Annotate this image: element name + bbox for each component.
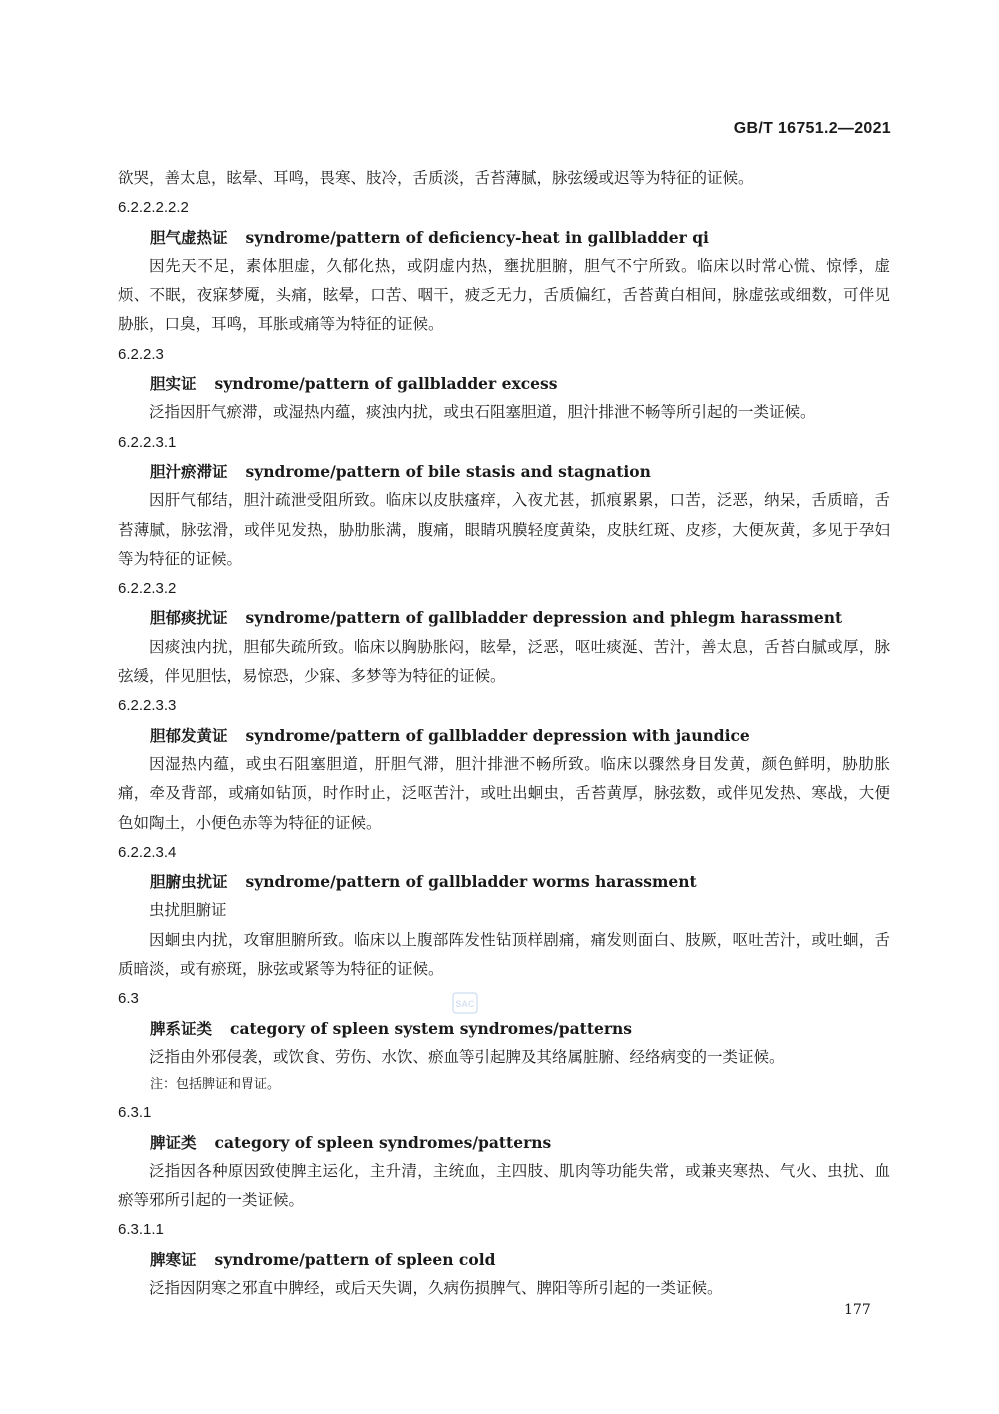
term-heading (118, 1128, 890, 1157)
term-chinese: 脾证类 (150, 1132, 197, 1152)
term-english: syndrome/pattern of gallbladder depression and phlegm harassment (245, 608, 843, 628)
section-number: 6.2.2.3.1 (118, 433, 177, 451)
sac-watermark-icon (452, 992, 478, 1014)
term-heading (118, 223, 890, 252)
term-heading (118, 457, 890, 486)
paragraph: 因肝气郁结，胆汁疏泄受阻所致。临床以皮肤瘙痒，入夜尤甚，抓痕累累，口苦，泛恶，纳呆，舌质暗，舌苔薄腻，脉弦滑，或伴见发热，胁肋胀满，腹痛，眼睛巩膜轻度黄染，皮肤红斑、皮疹，大便灰黄，多见于孕妇等为特征的证候。 (118, 491, 890, 568)
term-chinese: 胆郁发黄证 (150, 725, 228, 745)
paragraph: 因蛔虫内扰，攻窜胆腑所致。临床以上腹部阵发性钻顶样剧痛，痛发则面白、肢厥，呕吐苦汁，或吐蛔，舌质暗淡，或有瘀斑，脉弦或紧等为特征的证候。 (118, 930, 890, 979)
term-english: syndrome/pattern of gallbladder depression with jaundice (245, 725, 750, 745)
paragraph: 欲哭，善太息，眩晕、耳鸣，畏寒、肢冷，舌质淡，舌苔薄腻，脉弦缓或迟等为特征的证候。 (118, 169, 754, 187)
paragraph: 泛指由外邪侵袭，或饮食、劳伤、水饮、瘀血等引起脾及其络属脏腑、经络病变的一类证候。 (149, 1047, 785, 1066)
section-number: 6.3.1 (118, 1104, 152, 1122)
term-heading (118, 603, 890, 632)
term-english: syndrome/pattern of gallbladder worms harassment (245, 872, 697, 892)
document-body (118, 164, 890, 1303)
standard-code: GB/T 16751.2—2021 (733, 120, 891, 137)
section-number: 6.3.1.1 (118, 1221, 164, 1239)
note: 注：包括脾证和胃证。 (150, 1077, 281, 1093)
section-number: 6.3 (118, 990, 139, 1008)
paragraph: 泛指因肝气瘀滞，或湿热内蕴，痰浊内扰，或虫石阻塞胆道，胆汁排泄不畅等所引起的一类证候。 (149, 403, 816, 422)
term-english: syndrome/pattern of spleen cold (214, 1249, 496, 1269)
term-heading (118, 1014, 890, 1043)
term-chinese: 胆实证 (150, 374, 197, 394)
term-heading (118, 369, 890, 398)
watermark-text: SAC (455, 999, 475, 1009)
term-english: category of spleen syndromes/patterns (214, 1132, 552, 1152)
section-number: 6.2.2.3.2 (118, 580, 177, 598)
paragraph: 因湿热内蕴，或虫石阻塞胆道，肝胆气滞，胆汁排泄不畅所致。临床以骤然身目发黄，颜色鲜明，胁肋胀痛，牵及背部，或痛如钻顶，时作时止，泛呕苦汁，或吐出蛔虫，舌苔黄厚，脉弦数，或伴见发热、寒战，大便色如陶土，小便色赤等为特征的证候。 (118, 754, 890, 832)
section-number: 6.2.2.3.3 (118, 697, 177, 715)
paragraph: 因先天不足，素体胆虚，久郁化热，或阴虚内热，壅扰胆腑，胆气不宁所致。临床以时常心慌、惊悸，虚烦、不眠，夜寐梦魇，头痛，眩晕，口苦、咽干，疲乏无力，舌质偏红，舌苔黄白相间，脉虚弦或细数，可伴见胁胀，口臭，耳鸣，耳胀或痛等为特征的证候。 (118, 256, 890, 334)
term-chinese: 胆气虚热证 (150, 227, 228, 247)
term-english: syndrome/pattern of bile stasis and stagnation (245, 461, 651, 481)
term-chinese: 胆郁痰扰证 (150, 608, 228, 628)
page-number: 177 (844, 1302, 871, 1318)
section-number: 6.2.2.3.4 (118, 843, 177, 861)
term-heading (118, 721, 890, 750)
term-chinese: 胆腑虫扰证 (150, 872, 228, 892)
paragraph: 因痰浊内扰，胆郁失疏所致。临床以胸胁胀闷，眩晕，泛恶，呕吐痰涎、苦汁，善太息，舌苔白腻或厚，脉弦缓，伴见胆怯，易惊恐，少寐、多梦等为特征的证候。 (118, 637, 890, 686)
term-english: category of spleen system syndromes/patterns (230, 1018, 633, 1038)
term-heading (118, 1245, 890, 1274)
term-chinese: 脾系证类 (150, 1018, 213, 1038)
term-english: syndrome/pattern of deficiency-heat in gallbladder qi (245, 227, 709, 247)
term-english: syndrome/pattern of gallbladder excess (214, 374, 558, 394)
paragraph: 泛指因各种原因致使脾主运化，主升清，主统血，主四肢、肌肉等功能失常，或兼夹寒热、气火、虫扰、血瘀等邪所引起的一类证候。 (118, 1161, 890, 1210)
paragraph: 泛指因阴寒之邪直中脾经，或后天失调，久病伤损脾气、脾阳等所引起的一类证候。 (149, 1278, 723, 1297)
section-number: 6.2.2.2.2.2 (118, 199, 189, 217)
paragraph: 虫扰胆腑证 (149, 901, 227, 920)
term-chinese: 脾寒证 (150, 1249, 197, 1269)
term-chinese: 胆汁瘀滞证 (150, 461, 228, 481)
term-heading (118, 867, 890, 896)
section-number: 6.2.2.3 (118, 345, 164, 363)
